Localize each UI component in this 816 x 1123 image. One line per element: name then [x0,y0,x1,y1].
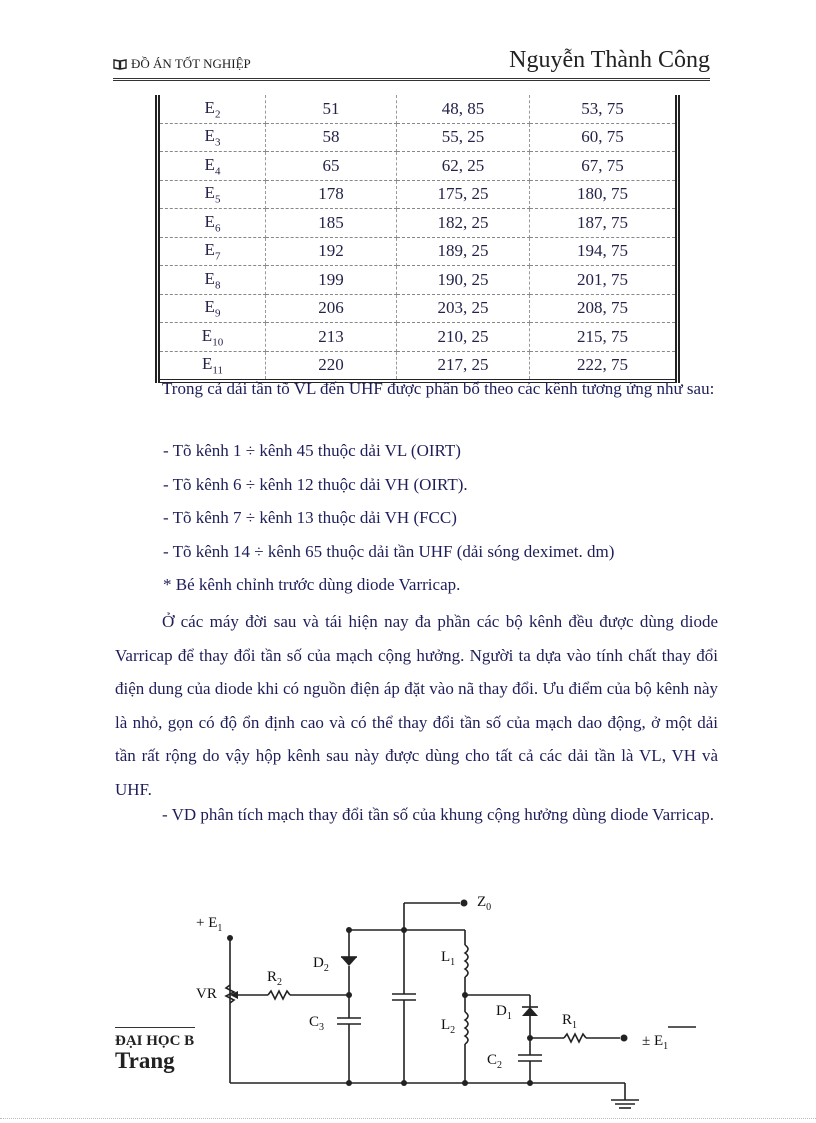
center-freq-cell: 178 [266,180,397,209]
lower-freq-cell: 210, 25 [397,323,530,352]
label-d1: $D_1$ [496,1003,512,1022]
center-freq-cell: 199 [266,266,397,295]
upper-freq-cell: 187, 75 [530,209,678,238]
bullet-5: * Bé kênh chỉnh trước dùng diode Varricap. [163,575,461,594]
upper-freq-cell: 201, 75 [530,266,678,295]
paragraph-1: Trong cả dải tần tõ VL đến UHF được phân bổ theo các kênh tương ứng như sau: [162,379,715,398]
label-l2: $L_2$ [441,1017,456,1036]
label-d2: $D_2$ [313,955,329,974]
channel-cell: $E_7$ [158,237,266,266]
label-vr: VR [196,986,217,1002]
footer-school: ĐẠI HỌC B [115,1033,195,1049]
upper-freq-cell: 222, 75 [530,351,678,381]
center-freq-cell: 220 [266,351,397,381]
header-author: Nguyễn Thành Công [509,47,710,73]
channel-cell: $E_2$ [158,95,266,123]
bullet-1: - Tõ kênh 1 ÷ kênh 45 thuộc dải VL (OIRT) [163,441,461,460]
upper-freq-cell: 194, 75 [530,237,678,266]
label-pm-e1: ± $E_1$ [642,1033,669,1052]
center-freq-cell: 58 [266,123,397,152]
paragraph-3: - VD phân tích mạch thay đổi tần số của khung cộng hưởng dùng diode Varricap. [162,805,715,824]
channel-cell: $E_9$ [158,294,266,323]
center-freq-cell: 206 [266,294,397,323]
lower-freq-cell: 190, 25 [397,266,530,295]
label-c3: $C_3$ [309,1014,325,1033]
label-z0: $Z_0$ [477,894,492,913]
channel-cell: $E_{11}$ [158,351,266,381]
lower-freq-cell: 217, 25 [397,351,530,381]
channel-cell: $E_5$ [158,180,266,209]
channel-cell: $E_{10}$ [158,323,266,352]
label-r2: $R_2$ [267,969,283,988]
lower-freq-cell: 55, 25 [397,123,530,152]
upper-freq-cell: 208, 75 [530,294,678,323]
label-l1: $L_1$ [441,949,456,968]
lower-freq-cell: 189, 25 [397,237,530,266]
center-freq-cell: 185 [266,209,397,238]
channel-cell: $E_4$ [158,152,266,181]
upper-freq-cell: 215, 75 [530,323,678,352]
lower-freq-cell: 203, 25 [397,294,530,323]
page-bottom-rule [0,1118,816,1119]
channel-cell: $E_8$ [158,266,266,295]
footer-rule [115,1027,195,1028]
bullet-4: - Tõ kênh 14 ÷ kênh 65 thuộc dải tần UHF (dải sóng deximet. dm) [163,542,615,561]
label-r1: $R_1$ [562,1012,578,1031]
upper-freq-cell: 180, 75 [530,180,678,209]
paragraph-2: Ở các máy đời sau và tái hiện nay đa phần các bộ kênh đều được dùng diode Varricap để thay đổi tần số của mạch cộng hưởng. Người ta dựa vào tính chất thay đổi điện dung của diode khi có nguồn điện áp đặt vào nã thay đổi. Ưu điểm của bộ kênh này là nhỏ, gọn có độ ổn định cao và có thể thay đổi tần số của mạch dao động, ở một dải tần rất rộng do vậy hộp kênh sau này được dùng cho tất cả các dải tần là VL, VH và UHF. [115,612,718,799]
bullet-2: - Tõ kênh 6 ÷ kênh 12 thuộc dải VH (OIRT). [163,475,468,494]
footer-page-label: Trang [115,1048,175,1073]
lower-freq-cell: 48, 85 [397,95,530,123]
lower-freq-cell: 182, 25 [397,209,530,238]
upper-freq-cell: 67, 75 [530,152,678,181]
lower-freq-cell: 175, 25 [397,180,530,209]
center-freq-cell: 213 [266,323,397,352]
channel-cell: $E_6$ [158,209,266,238]
header-title: ĐỒ ÁN TỐT NGHIỆP [131,56,251,71]
label-c2: $C_2$ [487,1052,503,1071]
center-freq-cell: 65 [266,152,397,181]
center-freq-cell: 192 [266,237,397,266]
upper-freq-cell: 53, 75 [530,95,678,123]
upper-freq-cell: 60, 75 [530,123,678,152]
center-freq-cell: 51 [266,95,397,123]
channel-cell: $E_3$ [158,123,266,152]
label-plus-e1: + $E_1$ [196,915,223,934]
bullet-3: - Tõ kênh 7 ÷ kênh 13 thuộc dải VH (FCC) [163,508,457,527]
lower-freq-cell: 62, 25 [397,152,530,181]
